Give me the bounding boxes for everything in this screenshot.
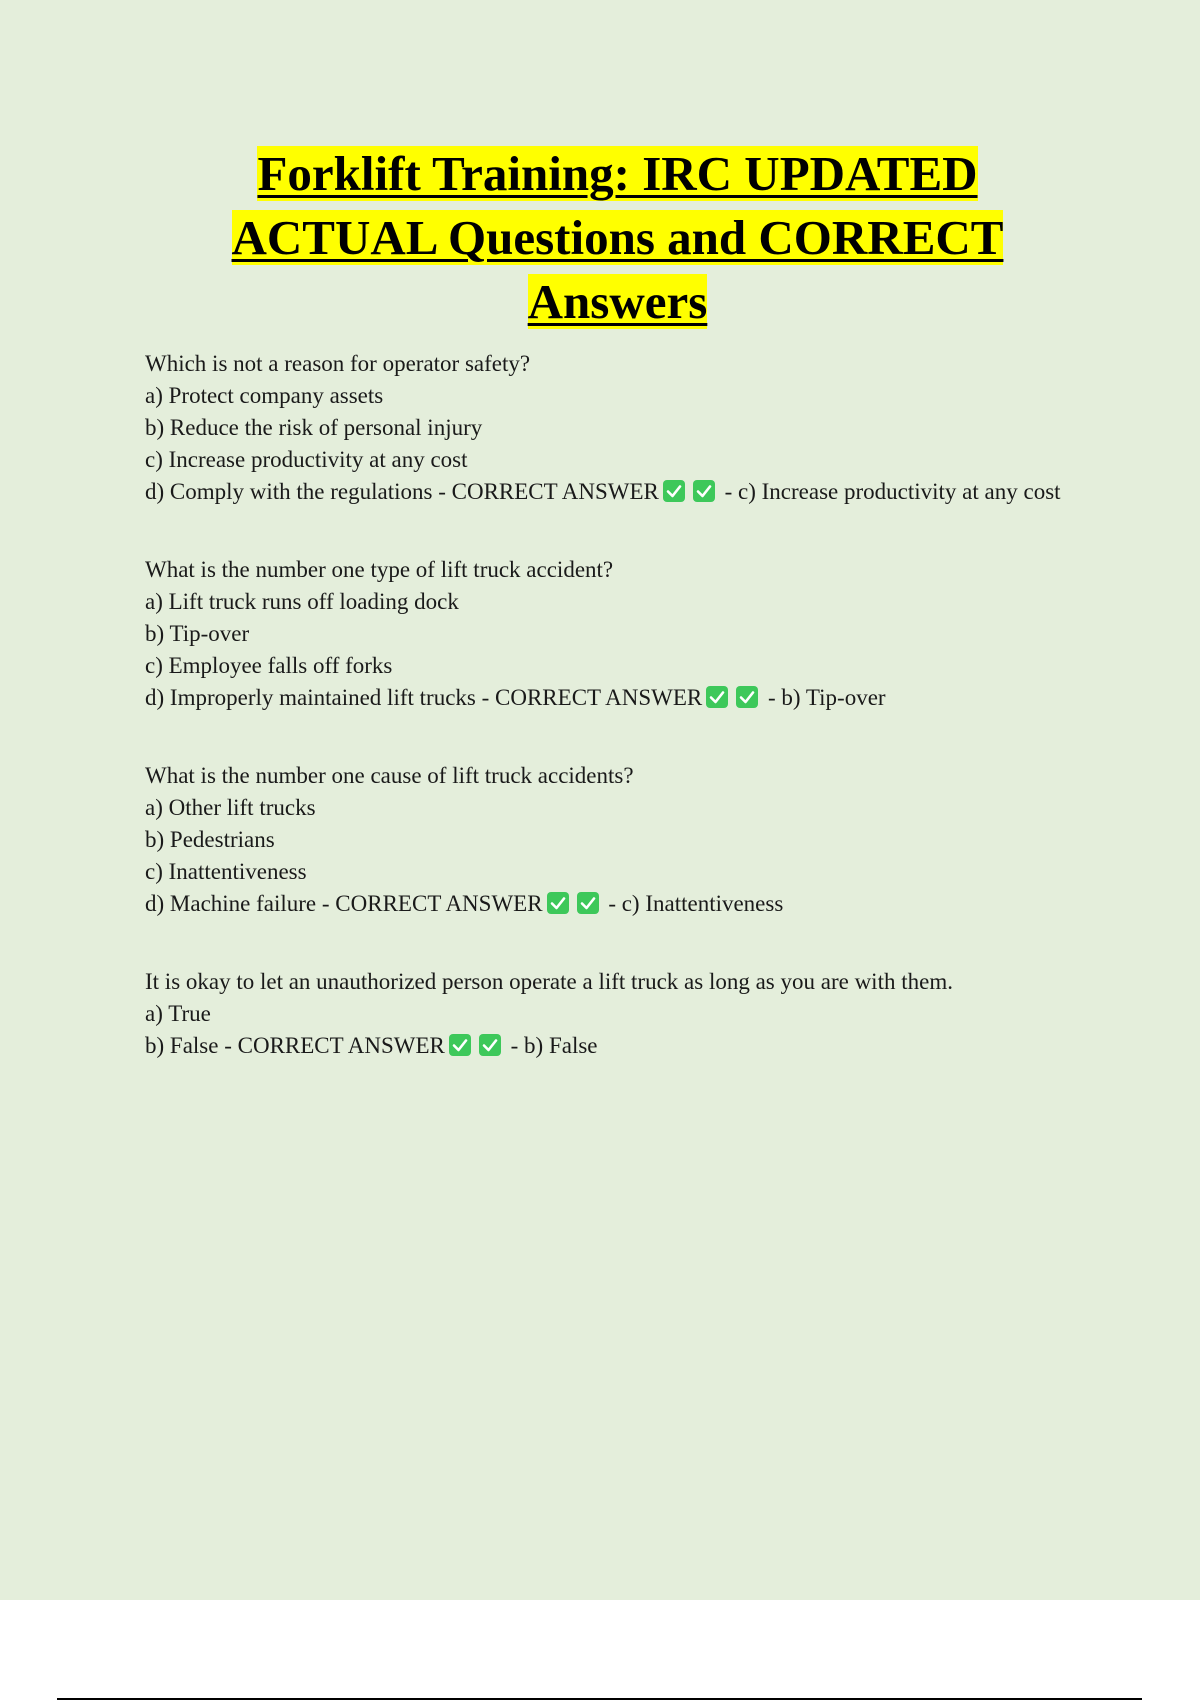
answer-option: a) Lift truck runs off loading dock — [145, 589, 459, 614]
correct-answer-text: - c) Inattentiveness — [602, 891, 784, 916]
check-mark-icon — [706, 686, 728, 708]
check-mark-icon — [479, 1034, 501, 1056]
answer-option: b) Reduce the risk of personal injury — [145, 415, 483, 440]
document-title-text: Forklift Training: IRC UPDATED ACTUAL Questions and CORRECT Answers — [231, 146, 1004, 329]
check-mark-icon — [577, 892, 599, 914]
correct-answer-text: - b) False — [504, 1033, 598, 1058]
answer-line — [145, 1030, 1075, 1062]
answer-option: c) Employee falls off forks — [145, 653, 393, 678]
check-mark-icon — [663, 480, 685, 502]
question-block — [145, 554, 1075, 714]
answer-line — [145, 888, 1075, 920]
check-mark-icon — [449, 1034, 471, 1056]
question-block — [145, 760, 1075, 920]
correct-answer-text: - c) Increase productivity at any cost — [718, 479, 1061, 504]
answer-option: b) Tip-over — [145, 621, 250, 646]
question-text: Which is not a reason for operator safety? — [145, 351, 531, 376]
correct-answer-text: - b) Tip-over — [762, 685, 886, 710]
check-mark-icon — [547, 892, 569, 914]
answer-option: d) Improperly maintained lift trucks - CORRECT ANSWER — [145, 685, 703, 710]
question-text: What is the number one type of lift truck accident? — [145, 557, 614, 582]
answer-option: b) Pedestrians — [145, 827, 275, 852]
answer-option: a) True — [145, 1001, 211, 1026]
document-title — [150, 142, 1085, 334]
answer-option: d) Machine failure - CORRECT ANSWER — [145, 891, 543, 916]
question-block — [145, 966, 1075, 1062]
answer-line — [145, 682, 1075, 714]
question-list — [145, 348, 1075, 1062]
answer-option: b) False - CORRECT ANSWER — [145, 1033, 445, 1058]
question-block — [145, 348, 1075, 508]
answer-option: c) Increase productivity at any cost — [145, 447, 468, 472]
answer-option: a) Other lift trucks — [145, 795, 316, 820]
answer-option: c) Inattentiveness — [145, 859, 307, 884]
check-mark-icon — [736, 686, 758, 708]
answer-line — [145, 476, 1075, 508]
question-text: It is okay to let an unauthorized person operate a lift truck as long as you are with them. — [145, 969, 953, 994]
answer-option: d) Comply with the regulations - CORRECT ANSWER — [145, 479, 659, 504]
answer-option: a) Protect company assets — [145, 383, 384, 408]
question-text: What is the number one cause of lift truck accidents? — [145, 763, 634, 788]
check-mark-icon — [693, 480, 715, 502]
